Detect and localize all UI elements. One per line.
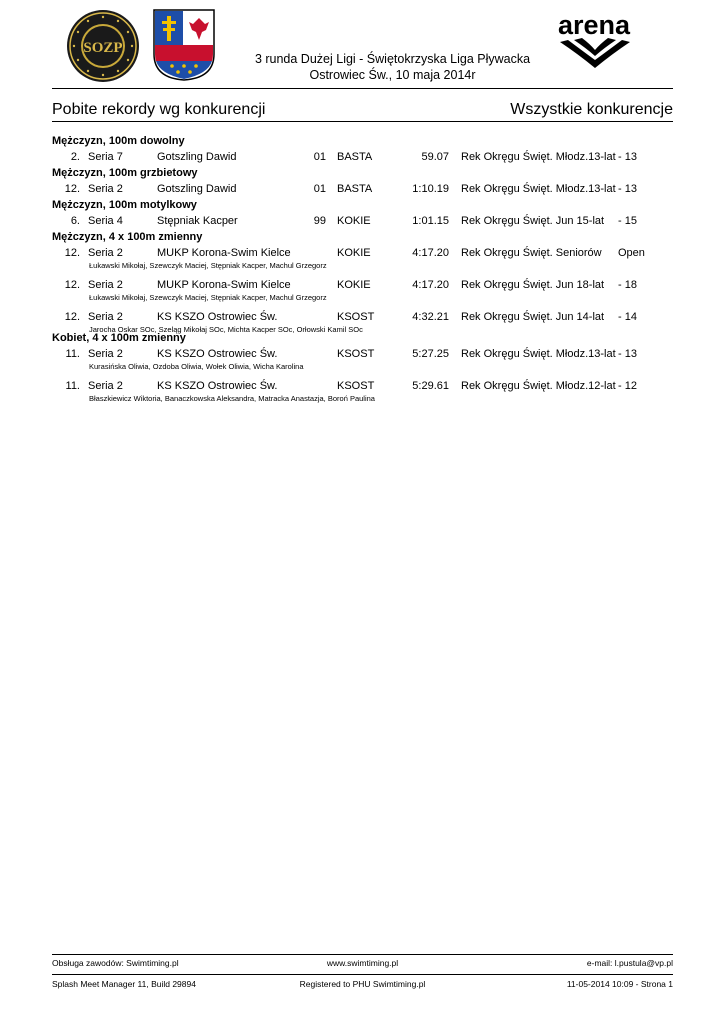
section-divider <box>52 121 673 122</box>
age-category: - 18 <box>618 279 637 291</box>
table-row <box>52 181 673 197</box>
place: 2. <box>70 151 80 163</box>
meet-title: 3 runda Dużej Ligi - Świętokrzyska Liga Pływacka <box>254 52 531 66</box>
age-category: - 13 <box>618 348 637 360</box>
heat: Seria 2 <box>88 311 123 323</box>
footer-page-info: 11-05-2014 10:09 - Strona 1 <box>566 979 673 989</box>
record-type: Rek Okręgu Święt. Młodz.12-lat <box>461 380 616 392</box>
footer-registration: Registered to PHU Swimtiming.pl <box>299 979 426 989</box>
club-code: KSOST <box>337 348 375 360</box>
team-name: KS KSZO Ostrowiec Św. <box>157 311 278 323</box>
relay-members: Łukawski Mikołaj, Szewczyk Maciej, Stępniak Kacper, Machul Grzegorz <box>89 293 327 302</box>
footer-website[interactable]: www.swimtiming.pl <box>326 958 399 968</box>
event-group <box>52 134 673 165</box>
result-time: 4:17.20 <box>412 247 449 259</box>
team-name: MUKP Korona-Swim Kielce <box>157 279 291 291</box>
svg-text:arena: arena <box>557 10 631 40</box>
team-name: KS KSZO Ostrowiec Św. <box>157 348 278 360</box>
place: 12. <box>64 279 80 291</box>
club-code: KOKIE <box>337 247 371 259</box>
birth-year: 99 <box>313 215 326 227</box>
place: 12. <box>64 183 80 195</box>
event-title: Kobiet, 4 x 100m zmienny <box>52 332 186 344</box>
record-type: Rek Okręgu Święt. Młodz.13-lat <box>461 348 616 360</box>
table-row <box>52 245 673 261</box>
swimmer-name: Gotszling Dawid <box>157 151 237 163</box>
record-type: Rek Okręgu Święt. Seniorów <box>461 247 602 259</box>
record-type: Rek Okręgu Święt. Jun 15-lat <box>461 215 605 227</box>
event-title: Mężczyzn, 4 x 100m zmienny <box>52 231 203 243</box>
club-code: KOKIE <box>337 279 371 291</box>
club-code: BASTA <box>337 151 373 163</box>
heat: Seria 2 <box>88 279 123 291</box>
club-code: KOKIE <box>337 215 371 227</box>
heat: Seria 2 <box>88 183 123 195</box>
swimmer-name: Stępniak Kacper <box>157 215 238 227</box>
event-group <box>52 166 673 197</box>
result-time: 5:29.61 <box>412 380 449 392</box>
place: 11. <box>65 348 80 360</box>
birth-year: 01 <box>313 183 326 195</box>
age-category: - 12 <box>618 380 637 392</box>
section-filter: Wszystkie konkurencje <box>510 101 673 118</box>
event-title: Mężczyzn, 100m motylkowy <box>52 199 197 211</box>
event-group <box>52 230 673 336</box>
table-row <box>52 309 673 325</box>
age-category: - 14 <box>618 311 637 323</box>
place: 12. <box>64 311 80 323</box>
record-type: Rek Okręgu Święt. Jun 18-lat <box>461 279 605 291</box>
relay-members: Błaszkiewicz Wiktoria, Banaczkowska Aleksandra, Matracka Anastazja, Boroń Paulina <box>89 394 375 403</box>
age-category: - 13 <box>618 151 637 163</box>
age-category: - 13 <box>618 183 637 195</box>
table-row <box>52 346 673 362</box>
place: 6. <box>70 215 80 227</box>
result-time: 5:27.25 <box>412 348 449 360</box>
record-type: Rek Okręgu Święt. Młodz.13-lat <box>461 183 616 195</box>
heat: Seria 2 <box>88 348 123 360</box>
club-code: KSOST <box>337 380 375 392</box>
footer-divider <box>52 954 673 955</box>
heat: Seria 2 <box>88 380 123 392</box>
heat: Seria 4 <box>88 215 123 227</box>
event-group <box>52 198 673 229</box>
record-type: Rek Okręgu Święt. Jun 14-lat <box>461 311 605 323</box>
meet-subtitle: Ostrowiec Św., 10 maja 2014r <box>309 68 476 82</box>
heat: Seria 7 <box>88 151 123 163</box>
table-row <box>52 149 673 165</box>
record-type: Rek Okręgu Święt. Młodz.13-lat <box>461 151 616 163</box>
table-row <box>52 277 673 293</box>
club-code: KSOST <box>337 311 375 323</box>
table-row <box>52 378 673 394</box>
place: 11. <box>65 380 80 392</box>
relay-members: Łukawski Mikołaj, Szewczyk Maciej, Stępniak Kacper, Machul Grzegorz <box>89 261 327 270</box>
result-time: 59.07 <box>421 151 449 163</box>
heat: Seria 2 <box>88 247 123 259</box>
relay-members: Jarocha Oskar SOc, Szeląg Mikołaj SOc, Michta Kacper SOc, Orłowski Kamil SOc <box>89 325 363 334</box>
club-code: BASTA <box>337 183 373 195</box>
section-title: Pobite rekordy wg konkurencji <box>52 101 266 118</box>
header-divider <box>52 88 673 89</box>
result-time: 1:01.15 <box>412 215 449 227</box>
age-category: Open <box>618 247 645 259</box>
result-time: 4:32.21 <box>412 311 449 323</box>
result-time: 4:17.20 <box>412 279 449 291</box>
age-category: - 15 <box>618 215 637 227</box>
event-title: Mężczyzn, 100m grzbietowy <box>52 167 198 179</box>
swimmer-name: Gotszling Dawid <box>157 183 237 195</box>
event-title: Mężczyzn, 100m dowolny <box>52 135 185 147</box>
footer-software: Splash Meet Manager 11, Build 29894 <box>52 979 196 989</box>
event-group <box>52 331 673 405</box>
place: 12. <box>64 247 80 259</box>
team-name: KS KSZO Ostrowiec Św. <box>157 380 278 392</box>
footer-email[interactable]: e-mail: l.pustula@vp.pl <box>586 958 673 968</box>
svg-text:SOZP: SOZP <box>83 40 123 56</box>
birth-year: 01 <box>313 151 326 163</box>
footer-organizer: Obsługa zawodów: Swimtiming.pl <box>52 958 179 968</box>
footer-divider-2 <box>52 974 673 975</box>
table-row <box>52 213 673 229</box>
relay-members: Kurasińska Oliwia, Ozdoba Oliwia, Wołek Oliwia, Wicha Karolina <box>89 362 304 371</box>
team-name: MUKP Korona-Swim Kielce <box>157 247 291 259</box>
result-time: 1:10.19 <box>412 183 449 195</box>
